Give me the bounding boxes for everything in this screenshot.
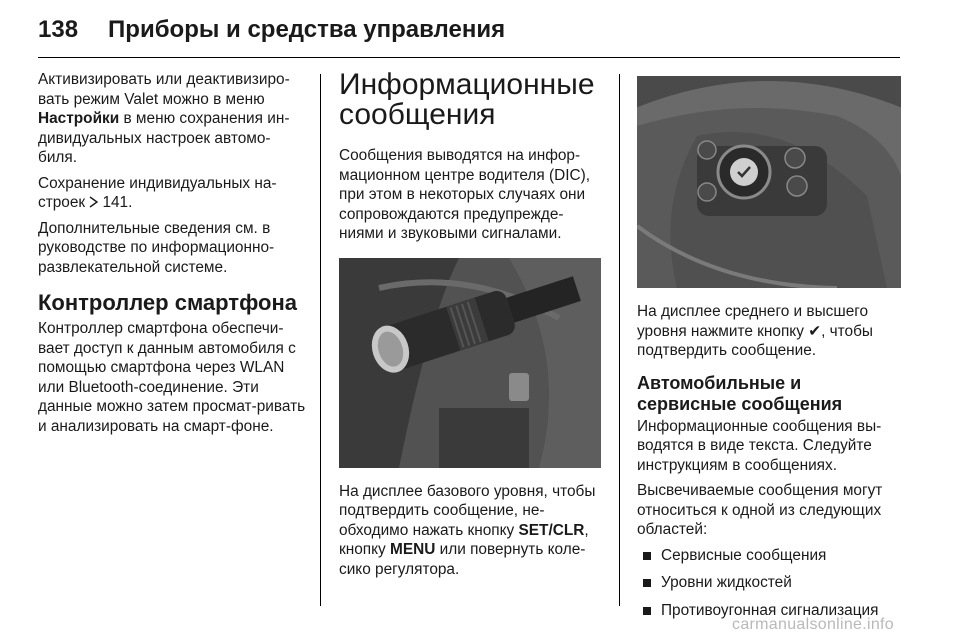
figure-stalk-control [339,258,601,468]
list-item: Сервисные сообщения [637,546,901,566]
column-2 [339,70,603,585]
paragraph-dic: Сообщения выводятся на инфор-мационном центре водителя (DIC), при этом в некоторых случаях они сопровождаются предупрежде-ниями и звуковыми сигналами. [339,147,591,242]
set-clr-button-label: SET/CLR [518,521,585,539]
page-ref-icon [89,194,99,206]
checkmark-icon: ✔ [808,322,822,340]
menu-settings-label: Настройки [38,110,120,127]
menu-button-label: MENU [390,541,436,558]
stalk-photo-icon [339,258,601,468]
steering-wheel-photo-icon [637,76,901,288]
paragraph-text-messages: Информационные сообщения вы-водятся в виде текста. Следуйте инструкциям в сообщениях. [637,417,882,474]
heading-smartphone-controller: Контроллер смартфона [38,290,298,315]
paragraph-valet: Активизировать или деактивизиро-вать режим Valet можно в меню Настройки в меню сохранения ин-дивидуальных настроек автомо-биля. [38,71,290,166]
heading-vehicle-service-messages: Автомобильные и сервисные сообщения [637,372,843,414]
figure-steering-wheel [637,76,901,288]
page-header [38,14,505,46]
watermark: carmanualsonline.info [732,616,894,633]
list-item: Противоугонная сигнализация [637,601,901,621]
column-3 [637,70,901,628]
message-areas-list [637,546,901,621]
paragraph-smartphone: Контроллер смартфона обеспечи-вает доступ к данным автомобиля с помощью смартфона через WLAN или Bluetooth-соединение. Эти данные можно затем просмат-ривать и анализировать на смарт-фоне. [38,320,306,435]
column-1 [38,70,306,442]
column-divider-right [619,74,620,606]
page-title: Приборы и средства управления [108,16,506,43]
paragraph-basic-display: На дисплее базового уровня, чтобы подтвердить сообщение, не-обходимо нажать кнопку SET/CLR, кнопку MENU или повернуть коле-сико регулятора. [339,482,596,578]
list-item: Уровни жидкостей [637,573,901,593]
paragraph-save-settings: Сохранение индивидуальных на-строек 141. [38,174,277,211]
page-number: 138 [38,16,79,43]
paragraph-mid-display: На дисплее среднего и высшего уровня нажмите кнопку ✔, чтобы подтвердить сообщение. [637,303,873,359]
page-ref-link[interactable]: 141 [102,194,129,211]
header-rule [38,57,900,58]
paragraph-areas: Высвечиваемые сообщения могут относиться к одной из следующих областей: [637,482,883,538]
heading-info-messages: Информационные сообщения [339,68,595,131]
column-divider-left [320,74,321,606]
paragraph-more-info: Дополнительные сведения см. в руководстве по информационно-развлекательной системе. [38,219,275,276]
